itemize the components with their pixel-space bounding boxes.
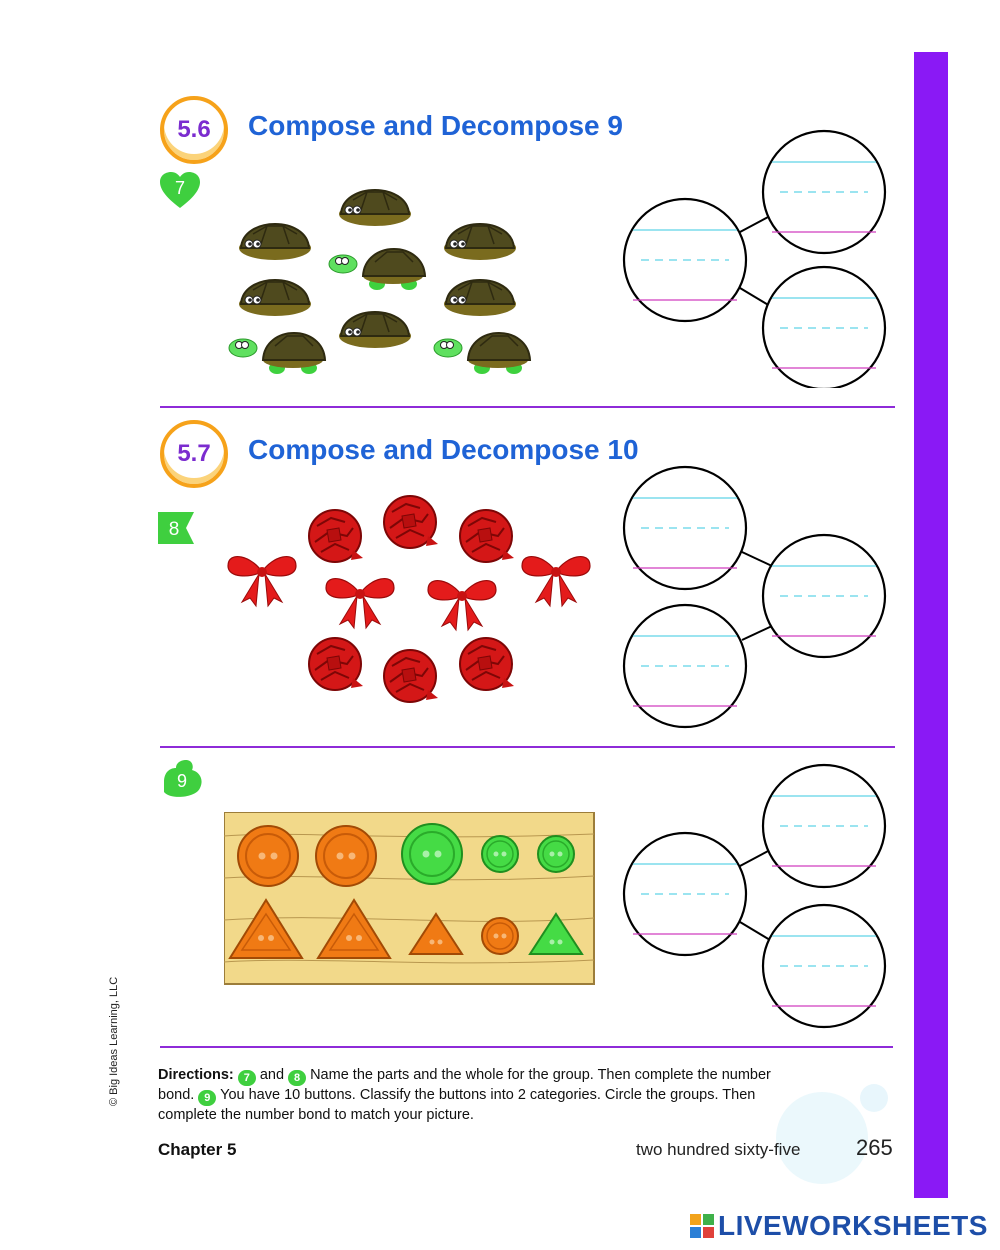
whole-circle[interactable] [624,199,746,321]
liveworksheets-logo-icon [690,1214,714,1238]
liveworksheets-logo [690,1210,988,1242]
bow-icon [326,579,394,628]
number-bond-3 [620,762,890,1032]
turtle-icon [434,333,530,374]
page-number: 265 [856,1135,893,1160]
purple-sidebar [914,52,948,1198]
directions-label: Directions: [158,1067,234,1083]
bow-icon [228,557,296,606]
turtle-icon [329,249,425,290]
turtle-icon [444,280,516,316]
lesson-badge-5-7 [160,420,228,488]
button-icon [482,836,518,872]
lesson-badge-5-6 [160,96,228,164]
rose-icon [460,638,514,690]
part-circle-bottom[interactable] [763,905,885,1027]
button-icon [538,836,574,872]
turtle-icon [339,190,411,226]
rose-icon [309,638,363,690]
bow-icon [522,557,590,606]
number-bond-2 [620,464,890,734]
turtle-icon [239,224,311,260]
lesson-number: 5.7 [177,440,211,467]
chapter-label: Chapter 5 [158,1140,237,1159]
page-number-words: two hundred sixty-five [636,1140,801,1159]
rose-icon [384,650,438,702]
turtle-icon [339,312,411,348]
turtle-group [225,178,535,388]
turtle-icon [444,224,516,260]
bow-rose-group [222,492,592,712]
duck-marker-icon [160,760,204,800]
part-circle-bottom[interactable] [763,267,885,388]
turtle-icon [239,280,311,316]
button-icon [482,918,518,954]
whole-circle[interactable] [624,833,746,955]
lesson-title-5-7: Compose and Decompose 10 [248,434,639,465]
button-icon [402,824,462,884]
rose-icon [309,510,363,562]
rose-icon [460,510,514,562]
directions-and: and [259,1067,285,1083]
watermark-text: LIVEWORKSHEETS [718,1210,988,1241]
whole-circle[interactable] [763,535,885,657]
part-circle-top[interactable] [763,765,885,887]
number-bond-1 [620,128,890,388]
part-circle-bottom[interactable] [624,605,746,727]
directions-text-2: You have 10 buttons. Classify the buttons into 2 categories. Circle the groups. Then complete the number bond to match your picture. [158,1087,756,1123]
button-icon [316,826,376,886]
bow-icon [428,581,496,630]
rose-icon [384,496,438,548]
problem-number-9: 9 [176,771,188,791]
button-icon [238,826,298,886]
directions [158,1066,778,1125]
heart-marker-icon [160,172,200,210]
chip-9: 9 [198,1090,216,1106]
section-divider [160,746,895,748]
part-circle-top[interactable] [624,467,746,589]
copyright-notice: © Big Ideas Learning, LLC [108,976,120,1106]
part-circle-top[interactable] [763,131,885,253]
flag-marker-icon [158,512,196,546]
section-divider [160,1046,893,1048]
problem-number-7: 7 [174,178,186,198]
turtle-icon [229,333,325,374]
chip-7: 7 [238,1070,256,1086]
button-board [224,812,596,986]
problem-number-8: 8 [168,519,180,540]
lesson-number: 5.6 [177,116,211,143]
section-divider [160,406,895,408]
lesson-title-5-6: Compose and Decompose 9 [248,110,623,141]
chip-8: 8 [288,1070,306,1086]
directions-text-1: Name the parts and the whole for the group. Then complete the number bond. [158,1067,771,1103]
